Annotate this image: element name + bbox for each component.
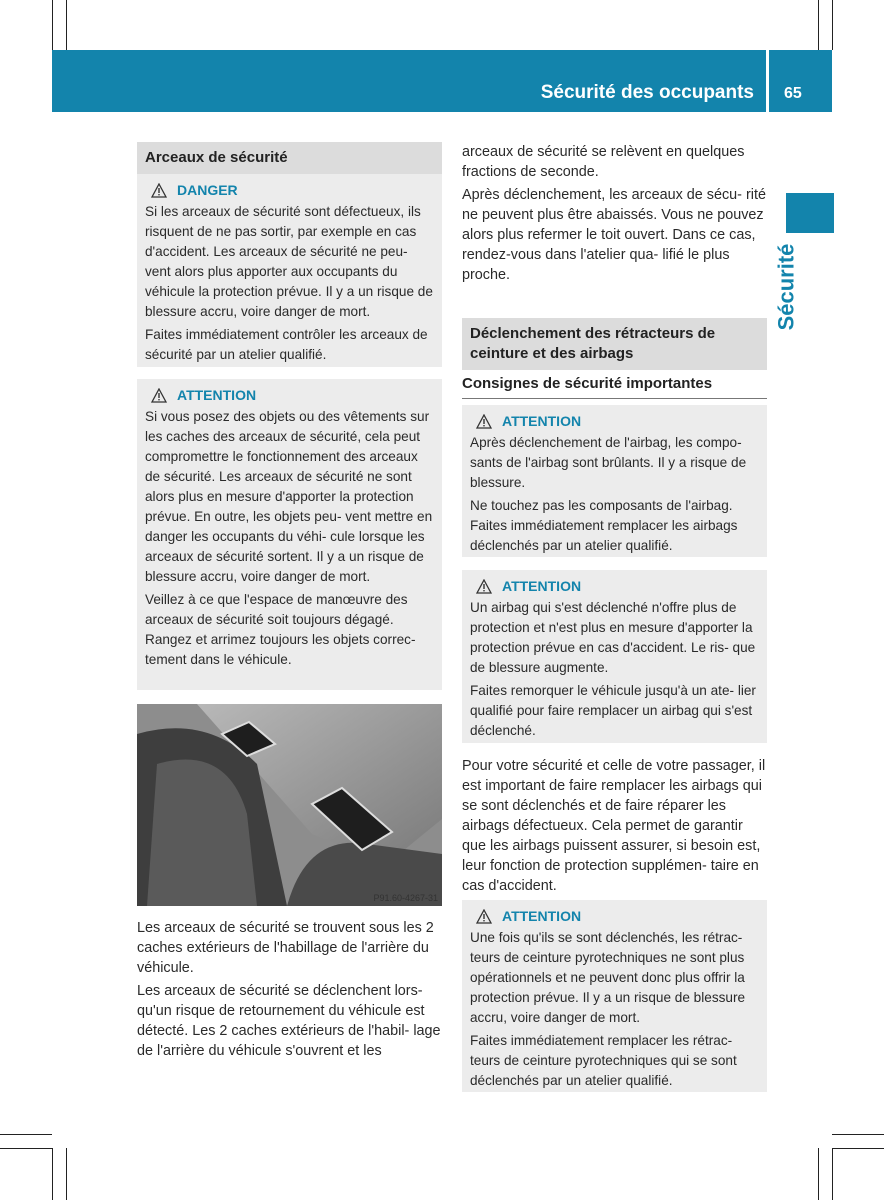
attention-label: ATTENTION bbox=[502, 413, 582, 429]
right-body-text-top bbox=[462, 142, 767, 288]
crop-mark bbox=[832, 1148, 833, 1200]
attention-label: ATTENTION bbox=[502, 578, 582, 594]
danger-text-2: Faites immédiatement contrôler les arceaux de sécurité par un atelier qualifié. bbox=[145, 327, 428, 362]
crop-mark bbox=[52, 1148, 53, 1200]
attention-text-1: Un airbag qui s'est déclenché n'offre plus de protection et n'est plus en mesure d'apporter la protection prévue en cas d'accident. Le ris- que de blessure augmente. bbox=[470, 600, 756, 675]
warning-triangle-icon bbox=[476, 579, 492, 594]
attention-label: ATTENTION bbox=[177, 387, 257, 403]
attention-box-airbag-hot bbox=[462, 405, 767, 557]
page-header bbox=[52, 50, 832, 112]
section-title-arceaux: Arceaux de sécurité bbox=[137, 142, 442, 174]
crop-mark bbox=[66, 1148, 67, 1200]
attention-heading bbox=[476, 906, 759, 926]
attention-box-retracteurs bbox=[462, 900, 767, 1092]
crop-mark bbox=[832, 1148, 884, 1149]
warning-triangle-icon bbox=[476, 909, 492, 924]
attention-text-2: Faites immédiatement remplacer les rétrac- teurs de ceinture pyrotechniques qui se sont déclenchés par un atelier qualifié. bbox=[470, 1033, 737, 1088]
crop-mark bbox=[52, 0, 53, 50]
attention-text-2: Ne touchez pas les composants de l'airbag. Faites immédiatement remplacer les airbags déclenchés par un atelier qualifié. bbox=[470, 498, 738, 553]
warning-triangle-icon bbox=[151, 183, 167, 198]
attention-text-2: Faites remorquer le véhicule jusqu'à un ate- lier qualifié pour faire remplacer un airbag qui s'est déclenché. bbox=[470, 683, 756, 738]
crop-mark bbox=[818, 1148, 819, 1200]
image-code: P91.60-4267-31 bbox=[373, 893, 438, 903]
danger-heading bbox=[151, 180, 434, 200]
page-number: 65 bbox=[784, 85, 802, 102]
crop-mark bbox=[832, 0, 833, 50]
subsection-title: Consignes de sécurité importantes bbox=[462, 374, 767, 399]
header-separator bbox=[766, 50, 769, 112]
attention-heading bbox=[151, 385, 434, 405]
right-body-text-mid bbox=[462, 756, 767, 899]
danger-text-1: Si les arceaux de sécurité sont défectueux, ils risquent de ne pas sortir, par exemple en cas d'accident. Les arceaux de sécurité ne peu- vent alors plus apporter aux occupants du véhicule la protection prévue. Il y a un risque de blessure accru, voire danger de mort. bbox=[145, 204, 433, 319]
warning-triangle-icon bbox=[476, 414, 492, 429]
paragraph: Après déclenchement, les arceaux de sécu- rité ne peuvent plus être abaissés. Vous ne pouvez alors plus refermer le toit ouvert. Dans ce cas, rendez-vous dans l'atelier qua- lifié le plus proche. bbox=[462, 187, 766, 283]
crop-mark bbox=[0, 1148, 52, 1149]
attention-box-arceaux bbox=[137, 379, 442, 690]
danger-label: DANGER bbox=[177, 182, 238, 198]
side-tab-marker bbox=[786, 193, 834, 233]
paragraph: Pour votre sécurité et celle de votre passager, il est important de faire remplacer les airbags qui se sont déclenchés et de faire réparer les airbags défectueux. Cela permet de garantir que les airbags puissent assurer, si besoin est, leur fonction de protection supplémen- taire en cas d'accident. bbox=[462, 758, 766, 894]
attention-text-2: Veillez à ce que l'espace de manœuvre des arceaux de sécurité soit toujours dégagé. Rangez et arrimez toujours les objets correc- tement dans le véhicule. bbox=[145, 592, 416, 667]
photo-illustration bbox=[137, 704, 442, 906]
warning-triangle-icon bbox=[151, 388, 167, 403]
crop-mark bbox=[818, 0, 819, 50]
attention-box-airbag-deployed bbox=[462, 570, 767, 743]
side-tab-label: Sécurité bbox=[773, 243, 799, 331]
paragraph: Les arceaux de sécurité se déclenchent lors- qu'un risque de retournement du véhicule est détecté. Les 2 caches extérieurs de l'habil- lage de l'arrière du véhicule s'ouvrent et les bbox=[137, 983, 441, 1059]
page-title: Sécurité des occupants bbox=[540, 82, 754, 103]
section-title-retracteurs: Déclenchement des rétracteurs de ceinture et des airbags bbox=[462, 318, 767, 370]
attention-heading bbox=[476, 411, 759, 431]
left-body-text bbox=[137, 918, 442, 1064]
crop-mark bbox=[832, 1134, 884, 1135]
crop-mark bbox=[0, 1134, 52, 1135]
paragraph: arceaux de sécurité se relèvent en quelques fractions de seconde. bbox=[462, 144, 745, 180]
attention-label: ATTENTION bbox=[502, 908, 582, 924]
attention-text-1: Si vous posez des objets ou des vêtements sur les caches des arceaux de sécurité, cela peut compromettre le fonctionnement des arceaux de sécurité. Les arceaux de sécurité ne sont alors plus en mesure d'apporter la protection prévue. En outre, les objets peu- vent mettre en danger les occupants du véhi- cule lorsque les arceaux de sécurité sortent. Il y a un risque de blessure accru, voire danger de mort. bbox=[145, 409, 433, 584]
attention-text-1: Une fois qu'ils se sont déclenchés, les rétrac- teurs de ceinture pyrotechniques ne sont plus opérationnels et ne peuvent donc plus offrir la protection prévue. Il y a un risque de blessure accru, voire danger de mort. bbox=[470, 930, 746, 1025]
attention-heading bbox=[476, 576, 759, 596]
side-tab bbox=[770, 244, 802, 330]
paragraph: Les arceaux de sécurité se trouvent sous les 2 caches extérieurs de l'habillage de l'arrière du véhicule. bbox=[137, 920, 434, 976]
roll-bar-covers-photo bbox=[137, 704, 442, 906]
crop-mark bbox=[66, 0, 67, 50]
danger-box bbox=[137, 174, 442, 367]
attention-text-1: Après déclenchement de l'airbag, les compo- sants de l'airbag sont brûlants. Il y a risque de blessure. bbox=[470, 435, 747, 490]
